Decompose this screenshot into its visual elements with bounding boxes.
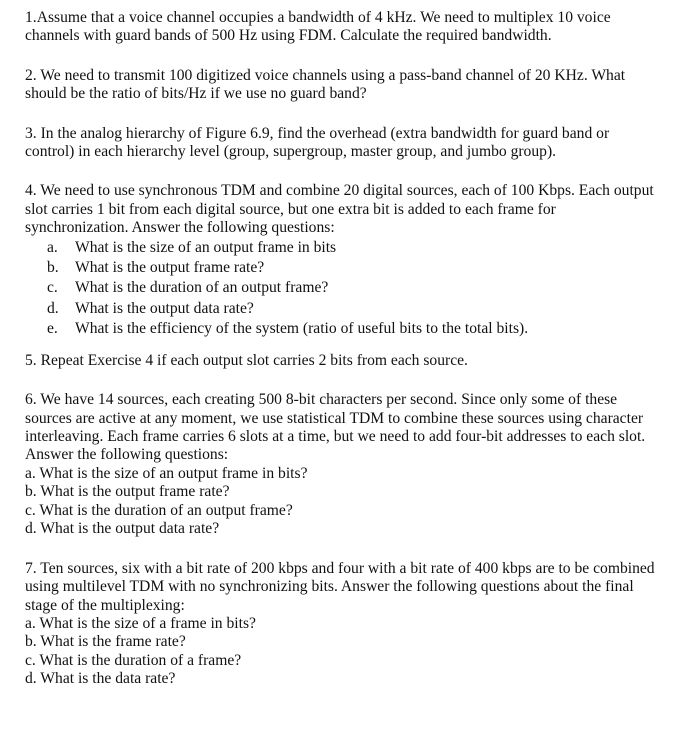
question-4-text: 4. We need to use synchronous TDM and combine 20 digital sources, each of 100 Kbps. Each output slot carries 1 bit from each digital source, but one extra bit is added to each frame for synchronization. Answer the following questions: [25, 182, 654, 237]
question-7-subquestions [25, 615, 655, 689]
question-7 [25, 560, 655, 689]
question-6-subquestions [25, 465, 655, 539]
question-4-subquestions [25, 238, 655, 340]
question-7-text: 7. Ten sources, six with a bit rate of 200 kbps and four with a bit rate of 400 kbps are to be combined using multilevel TDM with no synchronizing bits. Answer the following questions about the final stage of the multiplexing: [25, 559, 655, 614]
question-4-item [47, 278, 655, 298]
question-6-text: 6. We have 14 sources, each creating 500 8-bit characters per second. Since only some of these sources are active at any moment, we use statistical TDM to combine these sources using character interleaving. Each frame carries 6 slots at a time, but we need to add four-bit addresses to each slot. Answer the following questions: [25, 391, 646, 464]
question-3-text: 3. In the analog hierarchy of Figure 6.9, find the overhead (extra bandwidth for guard band or control) in each hierarchy level (group, supergroup, master group, and jumbo group). [25, 124, 610, 161]
question-4-item [47, 238, 655, 258]
question-4 [25, 182, 655, 339]
item-text: What is the output data rate? [75, 299, 254, 317]
question-1-text: 1.Assume that a voice channel occupies a bandwidth of 4 kHz. We need to multiplex 10 voice channels with guard bands of 500 Hz using FDM. Calculate the required bandwidth. [25, 9, 611, 45]
question-7-item: b. What is the frame rate? [25, 633, 186, 651]
item-letter: d. [47, 299, 59, 317]
question-6-item: d. What is the output data rate? [25, 520, 220, 538]
question-7-item: d. What is the data rate? [25, 670, 176, 688]
question-3 [25, 125, 655, 162]
question-1 [25, 9, 655, 46]
question-7-item: c. What is the duration of a frame? [25, 651, 242, 669]
item-text: What is the duration of an output frame? [75, 279, 329, 297]
question-7-item: a. What is the size of a frame in bits? [25, 614, 256, 632]
exercise-document [25, 9, 655, 689]
question-4-item [47, 258, 655, 278]
item-letter: e. [47, 320, 58, 338]
question-5 [25, 352, 655, 370]
question-5-text: 5. Repeat Exercise 4 if each output slot carries 2 bits from each source. [25, 351, 468, 369]
item-letter: a. [47, 238, 58, 256]
item-text: What is the size of an output frame in bits [75, 238, 337, 256]
question-4-item [47, 299, 655, 319]
item-letter: b. [47, 259, 59, 277]
item-letter: c. [47, 279, 58, 297]
question-4-item [47, 319, 655, 339]
item-text: What is the output frame rate? [75, 259, 265, 277]
item-text: What is the efficiency of the system (ratio of useful bits to the total bits). [75, 320, 529, 338]
question-2-text: 2. We need to transmit 100 digitized voice channels using a pass-band channel of 20 KHz. What should be the ratio of bits/Hz if we use no guard band? [25, 66, 626, 103]
question-6-item: b. What is the output frame rate? [25, 483, 230, 501]
question-6-item: a. What is the size of an output frame in bits? [25, 464, 308, 482]
question-6-item: c. What is the duration of an output frame? [25, 501, 293, 519]
question-2 [25, 67, 655, 104]
question-6 [25, 391, 655, 539]
